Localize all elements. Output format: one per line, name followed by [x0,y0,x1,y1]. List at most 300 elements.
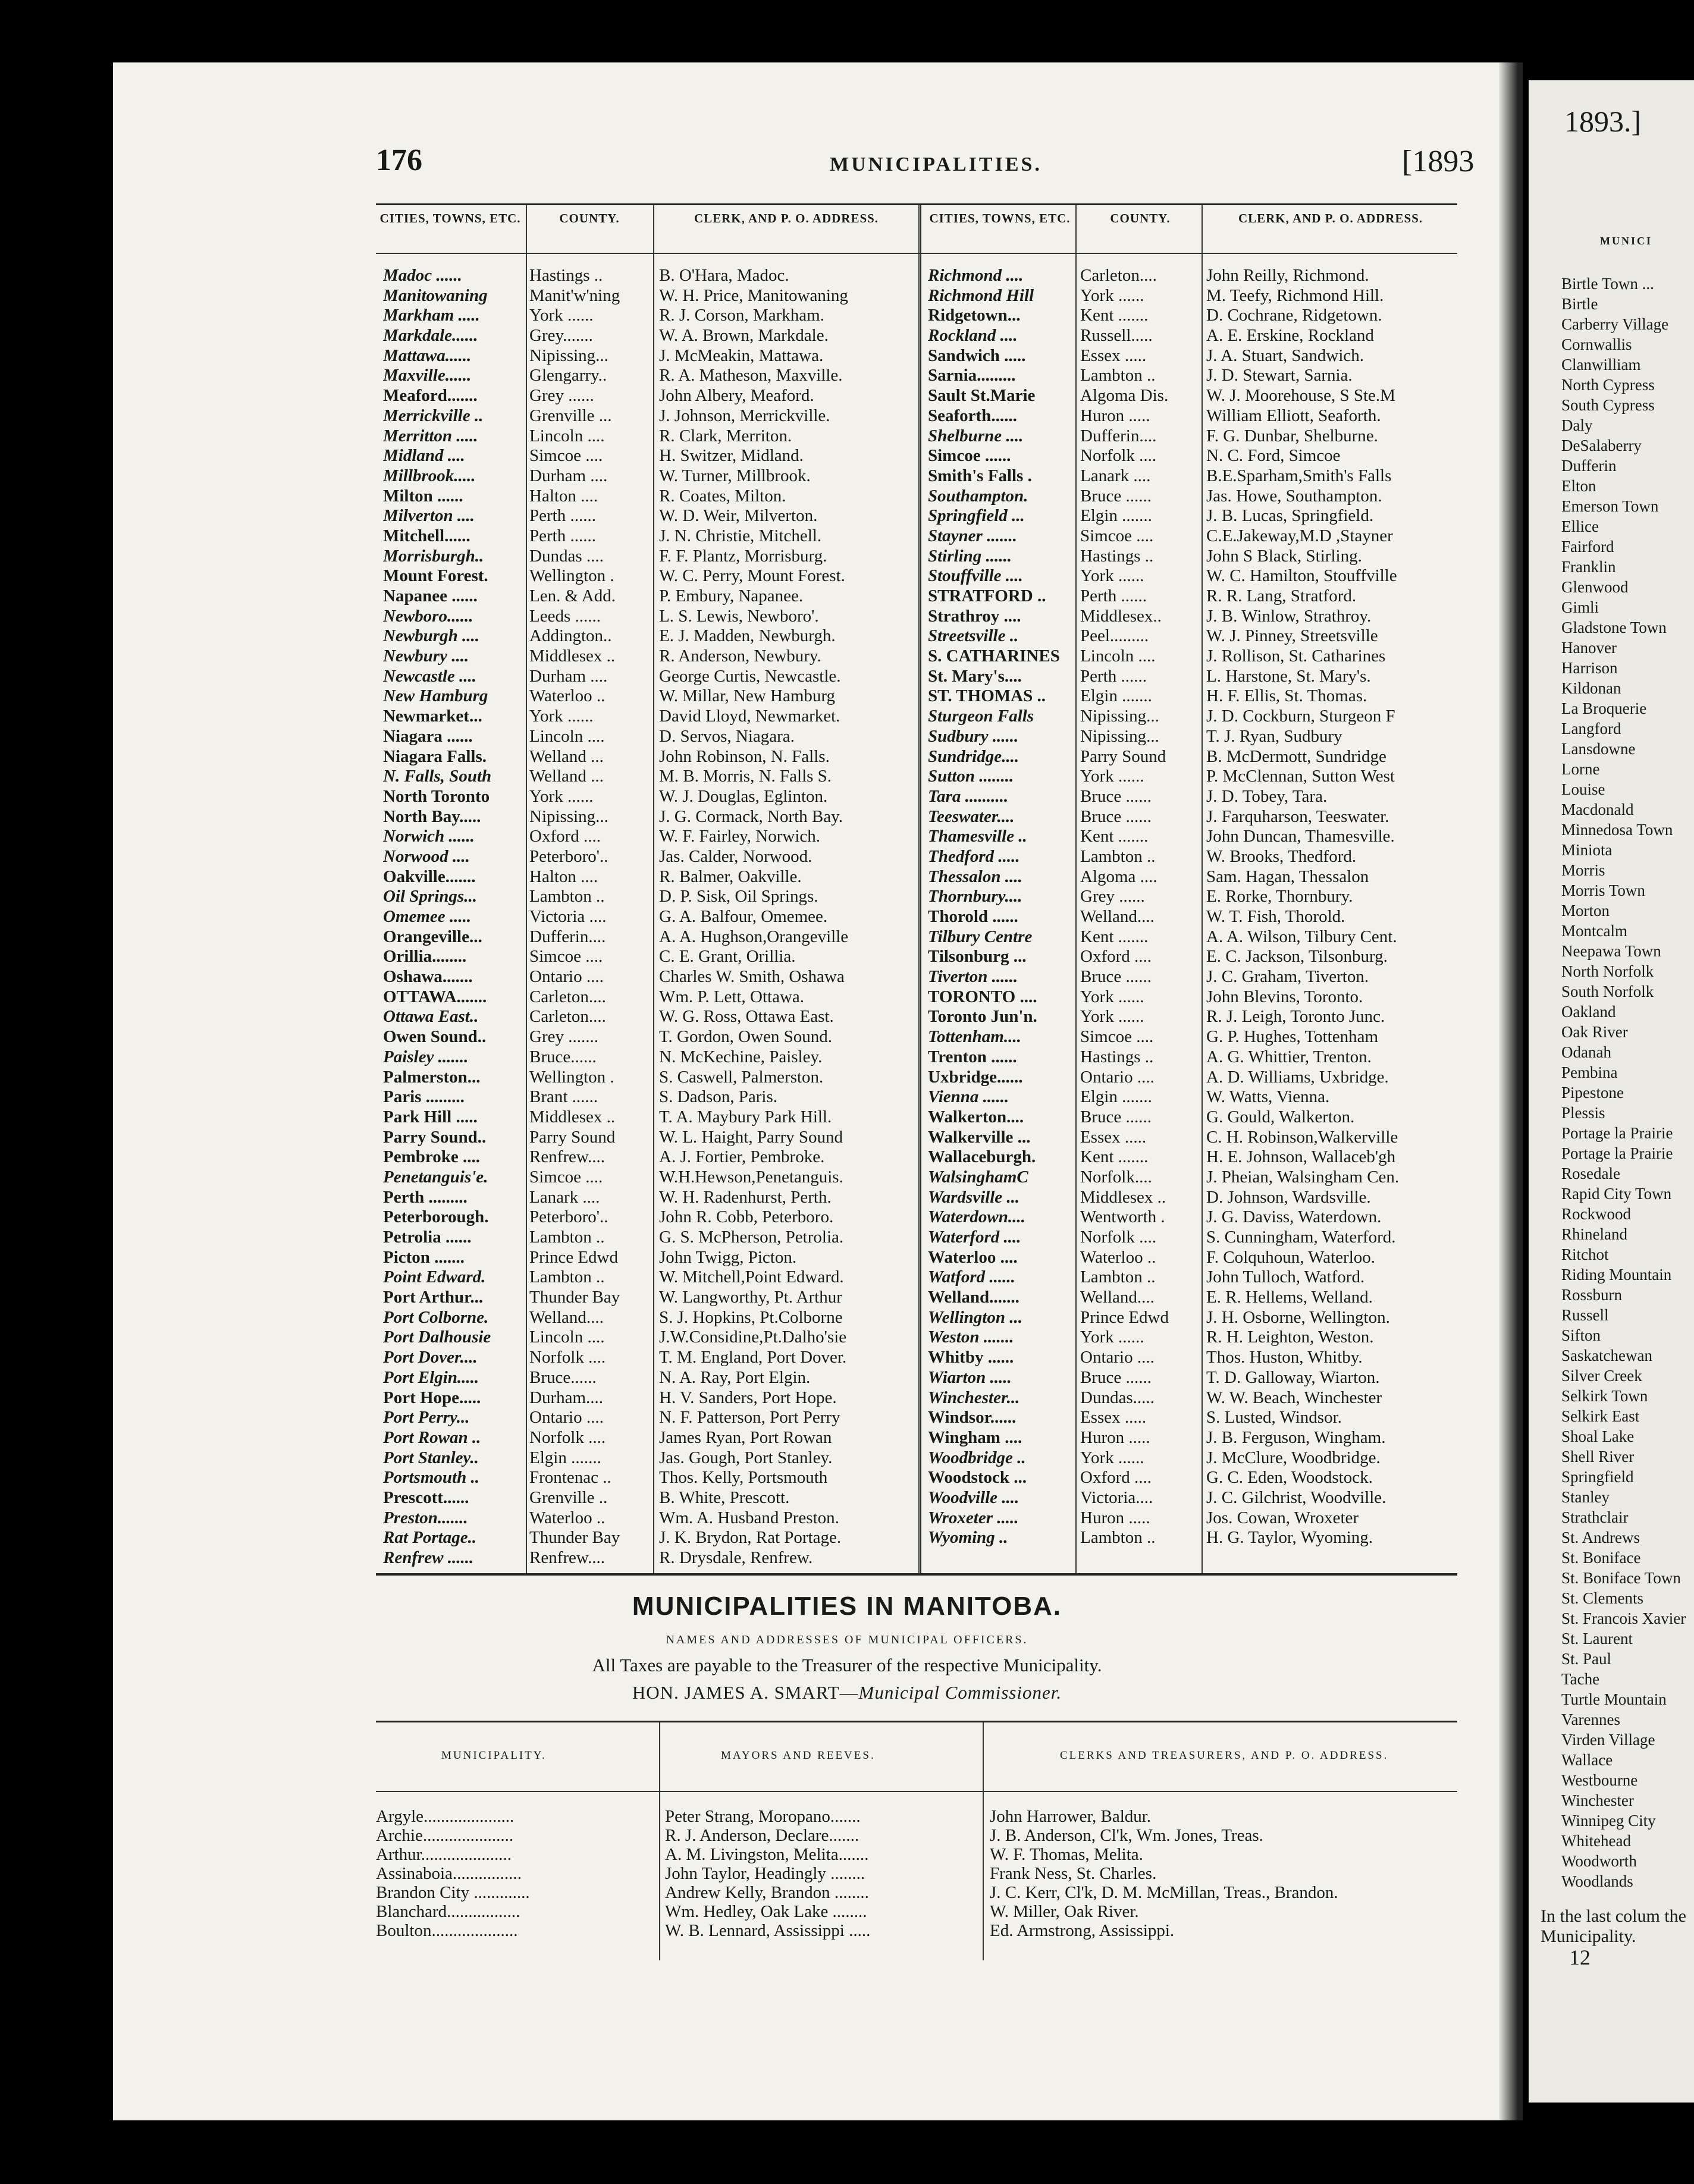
table-row [376,1921,1457,1940]
place-name: Oakville....... [383,867,476,886]
mayor-name: Wm. Hedley, Oak Lake ........ [665,1902,867,1921]
county-name: Algoma Dis. [1080,386,1169,406]
county-name: Elgin ....... [1080,686,1152,706]
municipality-name: Boulton.................... [376,1921,518,1940]
county-name: Carleton.... [529,1007,606,1027]
clerk-address: F. G. Dunbar, Shelburne. [1206,426,1378,445]
place-name: Owen Sound.. [383,1027,487,1047]
table-row [383,847,918,867]
list-item: Morton [1561,902,1610,920]
clerk-address: S. Dadson, Paris. [659,1087,777,1107]
mayor-name: John Taylor, Headingly ........ [665,1864,865,1883]
clerk-address: J. McClure, Woodbridge. [1206,1448,1381,1467]
place-name: Waterloo .... [928,1247,1018,1267]
clerk-address: N. McKechine, Paisley. [659,1047,823,1066]
clerk-address: C. H. Robinson,Walkerville [1206,1127,1398,1147]
clerk-address: W. Langworthy, Pt. Arthur [659,1288,842,1307]
clerk-address: H. F. Ellis, St. Thomas. [1206,686,1367,706]
clerk-address: G. C. Eden, Woodstock. [1206,1468,1373,1488]
county-name: Perth ...... [529,526,596,545]
list-item: Turtle Mountain [1561,1690,1667,1708]
county-name: Wellington . [529,1067,614,1087]
place-name: Tara .......... [928,786,1009,806]
place-name: Rat Portage.. [383,1528,477,1548]
table-row [383,727,918,747]
col-header-clerks: CLERKS AND TREASURERS, AND P. O. ADDRESS. [1060,1749,1389,1762]
list-item: Whitehead [1561,1832,1631,1850]
table-row [383,686,918,707]
list-item: Birtle Town ... [1561,275,1654,293]
table-row [928,827,1457,847]
table-row [928,1308,1457,1328]
place-name: Winchester... [928,1388,1020,1407]
right-listing [928,266,1457,1548]
table-row [928,1388,1457,1408]
clerk-address: T. A. Maybury Park Hill. [659,1107,832,1126]
county-name: Dundas..... [1080,1388,1155,1407]
clerk-address: R. Clark, Merriton. [659,426,792,445]
clerk-address: N. A. Ray, Port Elgin. [659,1367,811,1387]
place-name: Waterford .... [928,1228,1021,1247]
list-item: South Norfolk [1561,983,1654,1000]
table-row [383,366,918,386]
table-row [383,547,918,567]
county-name: Simcoe .... [529,947,603,967]
clerk-address: John Reilly, Richmond. [1206,266,1369,285]
table-row [383,747,918,767]
county-name: Kent ....... [1080,1147,1149,1167]
clerk-address: S. J. Hopkins, Pt.Colborne [659,1307,843,1327]
place-name: Newburgh .... [383,626,479,646]
county-name: Norfolk .... [529,1348,606,1367]
county-name: Ontario .... [1080,1067,1155,1087]
table-row [928,667,1457,687]
table-row [383,1468,918,1488]
county-name: Halton .... [529,867,598,886]
clerk-address: J. G. Cormack, North Bay. [659,807,843,826]
table-row [928,547,1457,567]
clerk-address: John Albery, Meaford. [659,386,814,406]
table-row [383,1068,918,1088]
county-name: Peel......... [1080,626,1149,646]
clerk-address: W.H.Hewson,Penetanguis. [659,1167,843,1187]
county-name: Norfolk .... [1080,1228,1157,1247]
county-name: Simcoe .... [529,446,603,466]
table-row [928,1147,1457,1168]
table-row [928,1267,1457,1288]
county-name: Len. & Add. [529,586,616,605]
clerk-address: David Lloyd, Newmarket. [659,707,840,726]
clerk-address: B.E.Sparham,Smith's Falls [1206,466,1392,485]
place-name: Point Edward. [383,1267,486,1287]
place-name: Thessalon .... [928,867,1022,886]
list-item: St. Francois Xavier [1561,1609,1686,1627]
table-row [383,607,918,627]
county-name: York ...... [529,786,594,806]
table-row [383,1188,918,1208]
table-row [928,967,1457,987]
list-item: Kildonan [1561,679,1621,697]
table-row [383,266,918,286]
list-item: South Cypress [1561,396,1655,414]
clerk-address: J. Johnson, Merrickville. [659,406,830,425]
place-name: Markham ..... [383,306,480,325]
list-item: Lorne [1561,760,1600,778]
place-name: Sault St.Marie [928,386,1036,406]
table-row [376,1807,1457,1826]
county-name: Middlesex.. [1080,606,1162,626]
county-name: Simcoe .... [529,1167,603,1187]
list-item: Morris Town [1561,881,1645,899]
clerk-address: N. C. Ford, Simcoe [1206,446,1341,466]
place-name: Maxville...... [383,366,472,385]
place-name: Strathroy .... [928,606,1021,626]
table-row [928,1047,1457,1068]
clerk-address: E. Rorke, Thornbury. [1206,887,1353,906]
clerk-address: S. Caswell, Palmerston. [659,1067,824,1087]
county-name: Manit'w'ning [529,285,620,305]
manitoba-tax-note: All Taxes are payable to the Treasurer of the respective Municipality. [592,1655,1102,1675]
manitoba-table [376,1721,1457,1960]
clerk-address: Charles W. Smith, Oshawa [659,967,845,987]
place-name: Sundridge.... [928,746,1019,766]
clerk-address: H. G. Taylor, Wyoming. [1206,1528,1373,1548]
table-row [383,1328,918,1348]
list-item: Pembina [1561,1063,1618,1081]
clerk-address: Thos. Kelly, Portsmouth [659,1468,828,1488]
running-title: MUNICIPALITIES. [830,153,1042,175]
table-row [383,1388,918,1408]
county-name: Simcoe .... [1080,1027,1154,1047]
clerk-address: W. Turner, Millbrook. [659,466,811,485]
table-row [383,867,918,887]
clerk-address: W. Brooks, Thedford. [1206,846,1357,866]
list-item: Macdonald [1561,801,1634,818]
place-name: Sarnia......... [928,366,1016,385]
table-row [383,1047,918,1068]
county-name: Victoria .... [529,907,607,926]
clerk-address: Thos. Huston, Whitby. [1206,1348,1363,1367]
clerk-address: John Robinson, N. Falls. [659,746,830,766]
mayor-name: R. J. Anderson, Declare....... [665,1826,859,1845]
manitoba-title: MUNICIPALITIES IN MANITOBA. [632,1592,1062,1621]
list-item: Harrison [1561,659,1618,677]
county-name: Lambton .. [1080,1528,1156,1548]
county-name: Grey ....... [529,1027,598,1047]
table-row [928,1107,1457,1128]
county-name: Durham.... [529,1388,604,1407]
list-item: Ritchot [1561,1245,1609,1263]
list-item: Silver Creek [1561,1367,1642,1385]
clerk-address: John Duncan, Thamesville. [1206,827,1395,846]
list-item: Oak River [1561,1023,1628,1041]
table-row [383,1248,918,1268]
place-name: Milton ...... [383,486,463,506]
list-item: Varennes [1561,1711,1620,1728]
county-name: Brant ...... [529,1087,598,1107]
county-name: Algoma .... [1080,867,1157,886]
place-name: Springfield ... [928,506,1025,526]
table-row [383,346,918,366]
table-row [376,1864,1457,1883]
county-name: Elgin ....... [529,1448,601,1467]
county-name: Lincoln .... [529,726,605,746]
table-row [383,586,918,607]
clerk-address: R. R. Lang, Stratford. [1206,586,1357,605]
clerk-address: W. H. Radenhurst, Perth. [659,1187,832,1207]
clerk-address: W. J. Douglas, Eglinton. [659,786,828,806]
clerk-address: T. D. Galloway, Wiarton. [1206,1367,1380,1387]
list-item: Fairford [1561,538,1614,556]
county-name: Prince Edwd [1080,1307,1169,1327]
list-item: Clanwilliam [1561,356,1641,374]
county-name: Wellington . [529,566,614,586]
clerk-address: W. H. Price, Manitowaning [659,285,848,305]
county-name: Lincoln .... [1080,647,1156,666]
list-item: Portage la Prairie [1561,1124,1673,1142]
table-row [928,466,1457,487]
place-name: Prescott...... [383,1488,469,1507]
table-row [928,927,1457,947]
place-name: Parry Sound.. [383,1127,487,1147]
county-name: Huron ..... [1080,1427,1150,1447]
county-name: York ...... [1080,285,1144,305]
table-row [928,1188,1457,1208]
clerk-address: R. Balmer, Oakville. [659,867,802,886]
place-name: Walkerville ... [928,1127,1031,1147]
list-item: Rhineland [1561,1225,1627,1243]
place-name: Niagara Falls. [383,746,487,766]
clerk-address: M. Teefy, Richmond Hill. [1206,285,1384,305]
table-row [383,1267,918,1288]
county-name: Ontario .... [529,1408,604,1427]
clerk-address: W. Watts, Vienna. [1206,1087,1330,1107]
clerk-address: T. Gordon, Owen Sound. [659,1027,833,1047]
county-name: Grey ...... [1080,887,1145,906]
table-row [928,286,1457,306]
clerk-address: A. E. Erskine, Rockland [1206,326,1374,346]
place-name: Morrisburgh.. [383,546,484,566]
clerk-address: J. H. Osborne, Wellington. [1206,1307,1390,1327]
col-header-clerk-right: CLERK, AND P. O. ADDRESS. [1238,211,1423,225]
clerk-address: John R. Cobb, Peterboro. [659,1207,834,1227]
county-name: Grey ...... [529,386,594,406]
place-name: Newcastle .... [383,666,477,686]
county-name: Bruce...... [529,1367,597,1387]
clerk-address: W. J. Moorehouse, S Ste.M [1206,386,1395,406]
place-name: Windsor...... [928,1408,1017,1427]
clerk-address: Sam. Hagan, Thessalon [1206,867,1369,886]
place-name: Mitchell...... [383,526,470,545]
place-name: Thorold ...... [928,907,1018,926]
place-name: Omemee ..... [383,907,472,926]
county-name: York ...... [529,707,594,726]
county-name: Kent ....... [1080,306,1149,325]
place-name: Tilsonburg ... [928,947,1027,967]
clerk-address: F. Colquhoun, Waterloo. [1206,1247,1375,1267]
county-name: Dufferin.... [1080,426,1157,445]
place-name: North Bay..... [383,807,481,826]
clerk-address: P. McClennan, Sutton West [1206,767,1395,786]
clerk-address: M. B. Morris, N. Falls S. [659,767,832,786]
place-name: Wallaceburgh. [928,1147,1036,1167]
place-name: Port Stanley.. [383,1448,479,1467]
clerk-address: H. E. Johnson, Wallaceb'gh [1206,1147,1396,1167]
clerk-address: J. Farquharson, Teeswater. [1206,807,1389,826]
county-name: Parry Sound [1080,746,1166,766]
table-row [928,586,1457,607]
table-row [383,1007,918,1027]
list-item: Oakland [1561,1003,1616,1021]
county-name: Middlesex .. [529,647,616,666]
table-row [383,967,918,987]
place-name: Port Rowan .. [383,1427,481,1447]
county-name: Welland ... [529,746,604,766]
place-name: Tilbury Centre [928,927,1033,946]
clerk-address: A. A. Hughson,Orangeville [659,927,849,946]
facing-page-number: 12 [1569,1945,1591,1969]
county-name: Essex ..... [1080,1408,1147,1427]
clerk-address: D. Cochrane, Ridgetown. [1206,306,1382,325]
list-item: Lansdowne [1561,740,1636,758]
clerk-address: J. N. Christie, Mitchell. [659,526,822,545]
clerk-address: L. Harstone, St. Mary's. [1206,666,1371,686]
clerk-address: J. B. Anderson, Cl'k, Wm. Jones, Treas. [990,1826,1263,1845]
county-name: Elgin ....... [1080,1087,1152,1107]
list-item: Stanley [1561,1488,1610,1506]
clerk-address: W. D. Weir, Milverton. [659,506,818,526]
place-name: Newbury .... [383,647,469,666]
clerk-address: C.E.Jakeway,M.D ,Stayner [1206,526,1393,545]
place-name: Paris ......... [383,1087,465,1107]
table-row [928,1488,1457,1508]
clerk-address: J. G. Daviss, Waterdown. [1206,1207,1382,1227]
table-row [928,1007,1457,1027]
clerk-address: B. O'Hara, Madoc. [659,266,789,285]
clerk-address: R. J. Corson, Markham. [659,306,824,325]
table-row [383,1128,918,1148]
list-item: Strathclair [1561,1508,1629,1526]
place-name: N. Falls, South [383,767,492,786]
place-name: Thedford ..... [928,846,1020,866]
clerk-address: F. F. Plantz, Morrisburg. [659,546,827,566]
list-item: Montcalm [1561,922,1627,940]
place-name: Watford ...... [928,1267,1015,1287]
table-row [928,326,1457,346]
table-row [928,406,1457,426]
table-row [928,487,1457,507]
county-name: Dundas .... [529,546,604,566]
place-name: Port Dover.... [383,1348,478,1367]
place-name: Simcoe ...... [928,446,1011,466]
col-header-place: CITIES, TOWNS, ETC. [379,211,521,225]
clerk-address: J. C. Gilchrist, Woodville. [1206,1488,1386,1507]
clerk-address: B. White, Prescott. [659,1488,790,1507]
commissioner-title: Municipal Commissioner. [858,1682,1062,1703]
table-row [928,566,1457,586]
place-name: Streetsville .. [928,626,1019,646]
clerk-address: E. J. Madden, Newburgh. [659,626,836,646]
place-name: Wroxeter ..... [928,1508,1019,1527]
table-row [928,1428,1457,1448]
col-header-county-right: COUNTY. [1110,211,1171,225]
place-name: Rockland .... [928,326,1018,346]
list-item: Emerson Town [1561,497,1659,515]
place-name: Uxbridge...... [928,1067,1023,1087]
table-row [928,907,1457,927]
county-name: Huron ..... [1080,1508,1150,1527]
county-name: Durham .... [529,466,608,485]
municipality-name: Brandon City ............. [376,1883,530,1902]
county-name: Bruce ...... [1080,807,1152,826]
clerk-address: John Twigg, Picton. [659,1247,797,1267]
table-row [928,1168,1457,1188]
table-row [383,927,918,947]
county-name: Lambton .. [529,1228,605,1247]
clerk-address: W. Mitchell,Point Edward. [659,1267,844,1287]
county-name: Norfolk.... [1080,1167,1152,1187]
commissioner-line [0,1682,1694,1703]
county-name: York ...... [1080,566,1144,586]
clerk-address: A. D. Williams, Uxbridge. [1206,1067,1389,1087]
list-item: Virden Village [1561,1731,1655,1749]
table-row [383,1548,918,1568]
county-name: Perth ...... [529,506,596,526]
clerk-address: John Blevins, Toronto. [1206,987,1363,1006]
clerk-address: J. Rollison, St. Catharines [1206,647,1386,666]
clerk-address: W. F. Thomas, Melita. [990,1845,1143,1864]
place-name: Portsmouth .. [383,1468,479,1488]
table-row [928,266,1457,286]
county-name: Middlesex .. [1080,1187,1166,1207]
county-name: Lambton .. [1080,366,1156,385]
place-name: ST. THOMAS .. [928,686,1046,706]
table-row [376,1826,1457,1845]
place-name: Renfrew ...... [383,1548,474,1567]
county-name: Thunder Bay [529,1528,620,1548]
clerk-address: John Harrower, Baldur. [990,1807,1152,1826]
clerk-address: P. Embury, Napanee. [659,586,804,605]
list-item: Minnedosa Town [1561,821,1673,839]
place-name: Walkerton.... [928,1107,1024,1126]
clerk-address: A. J. Fortier, Pembroke. [659,1147,825,1167]
place-name: Smith's Falls . [928,466,1032,485]
table-row [928,446,1457,466]
list-item: Rockwood [1561,1205,1631,1223]
list-item: Miniota [1561,841,1613,859]
table-row [383,707,918,727]
place-name: Welland....... [928,1288,1019,1307]
facing-page [1529,80,1694,2103]
place-name: Wingham .... [928,1427,1022,1447]
county-name: Hastings .. [1080,1047,1154,1066]
place-name: Richmond .... [928,266,1024,285]
list-item: Gimli [1561,598,1599,616]
header-rule [376,253,1457,254]
table-row [928,1328,1457,1348]
clerk-address: John S Black, Stirling. [1206,546,1362,566]
list-item: Wallace [1561,1751,1613,1769]
clerk-address: J. B. Ferguson, Wingham. [1206,1427,1386,1447]
list-item: La Broquerie [1561,699,1647,717]
clerk-address: W. W. Beach, Winchester [1206,1388,1382,1407]
clerk-address: J. D. Tobey, Tara. [1206,786,1328,806]
place-name: Oshawa....... [383,967,473,987]
page-year: [1893 [1402,145,1475,178]
list-item: Plessis [1561,1104,1605,1122]
county-name: York ...... [1080,1448,1144,1467]
table-row [383,907,918,927]
